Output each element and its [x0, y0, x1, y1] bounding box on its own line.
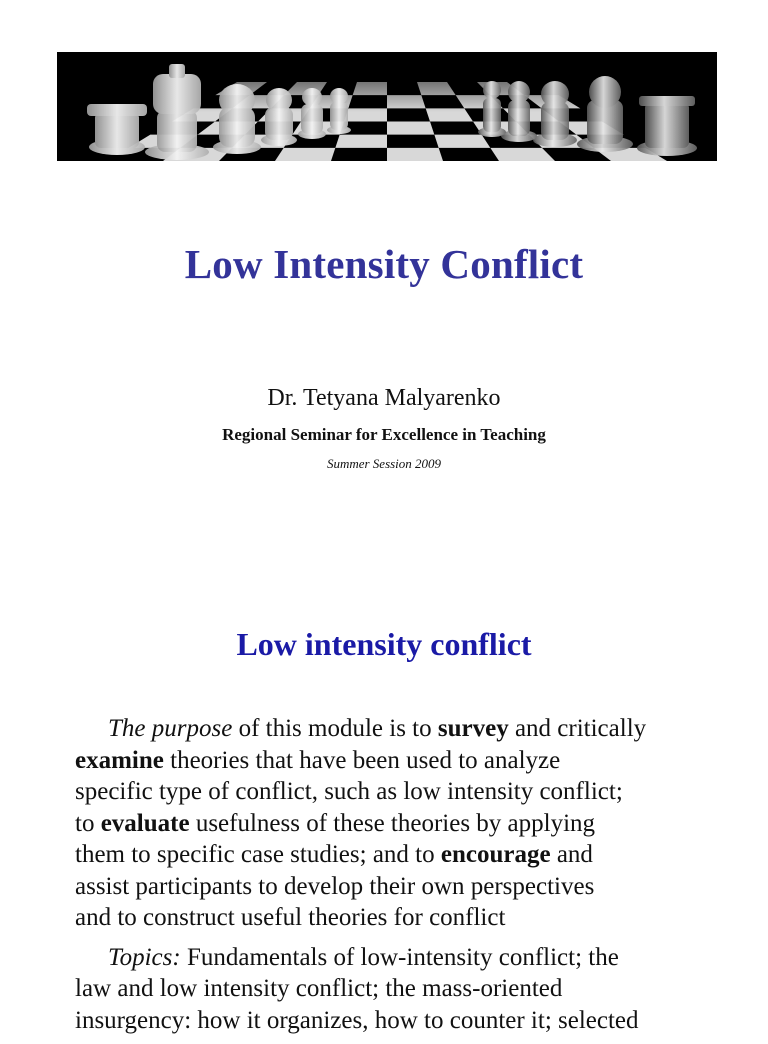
topics-paragraph — [75, 942, 735, 1037]
keyword-survey: survey — [437, 715, 509, 742]
text-run: Fundamentals of low-intensity conflict; the — [180, 943, 619, 971]
section-body — [75, 713, 735, 1044]
text-line: law and low intensity conflict; the mass-oriented — [75, 975, 563, 1002]
page-title: Low Intensity Conflict — [184, 241, 584, 287]
text-line: insurgency: how it organizes, how to counter it; selected — [75, 1006, 639, 1034]
author-name: Dr. Tetyana Malyarenko — [267, 385, 501, 411]
chess-banner-image — [57, 52, 717, 161]
keyword-evaluate: evaluate — [100, 809, 190, 837]
keyword-encourage: encourage — [440, 841, 551, 868]
text-run: and — [550, 841, 593, 868]
keyword-examine: examine — [75, 746, 164, 774]
text-line: assist participants to develop their own perspectives — [75, 872, 595, 900]
text-line: and to construct useful theories for conflict — [75, 904, 506, 931]
text-run: usefulness of these theories by applying — [189, 809, 596, 837]
text-run: theories that have been used to analyze — [163, 746, 561, 774]
purpose-paragraph — [75, 713, 735, 934]
text-run: and critically — [508, 715, 647, 742]
text-line: specific type of conflict, such as low intensity conflict; — [75, 778, 623, 805]
text-run: them to specific case studies; and to — [75, 841, 441, 868]
seminar-name: Regional Seminar for Excellence in Teaching — [222, 425, 546, 444]
session-label: Summer Session 2009 — [326, 456, 442, 471]
topics-lead: Topics: — [108, 943, 181, 971]
section-title: Low intensity conflict — [236, 626, 532, 662]
purpose-lead: The purpose — [108, 715, 233, 742]
text-run: of this module is to — [232, 715, 438, 742]
text-run: to — [75, 809, 101, 837]
